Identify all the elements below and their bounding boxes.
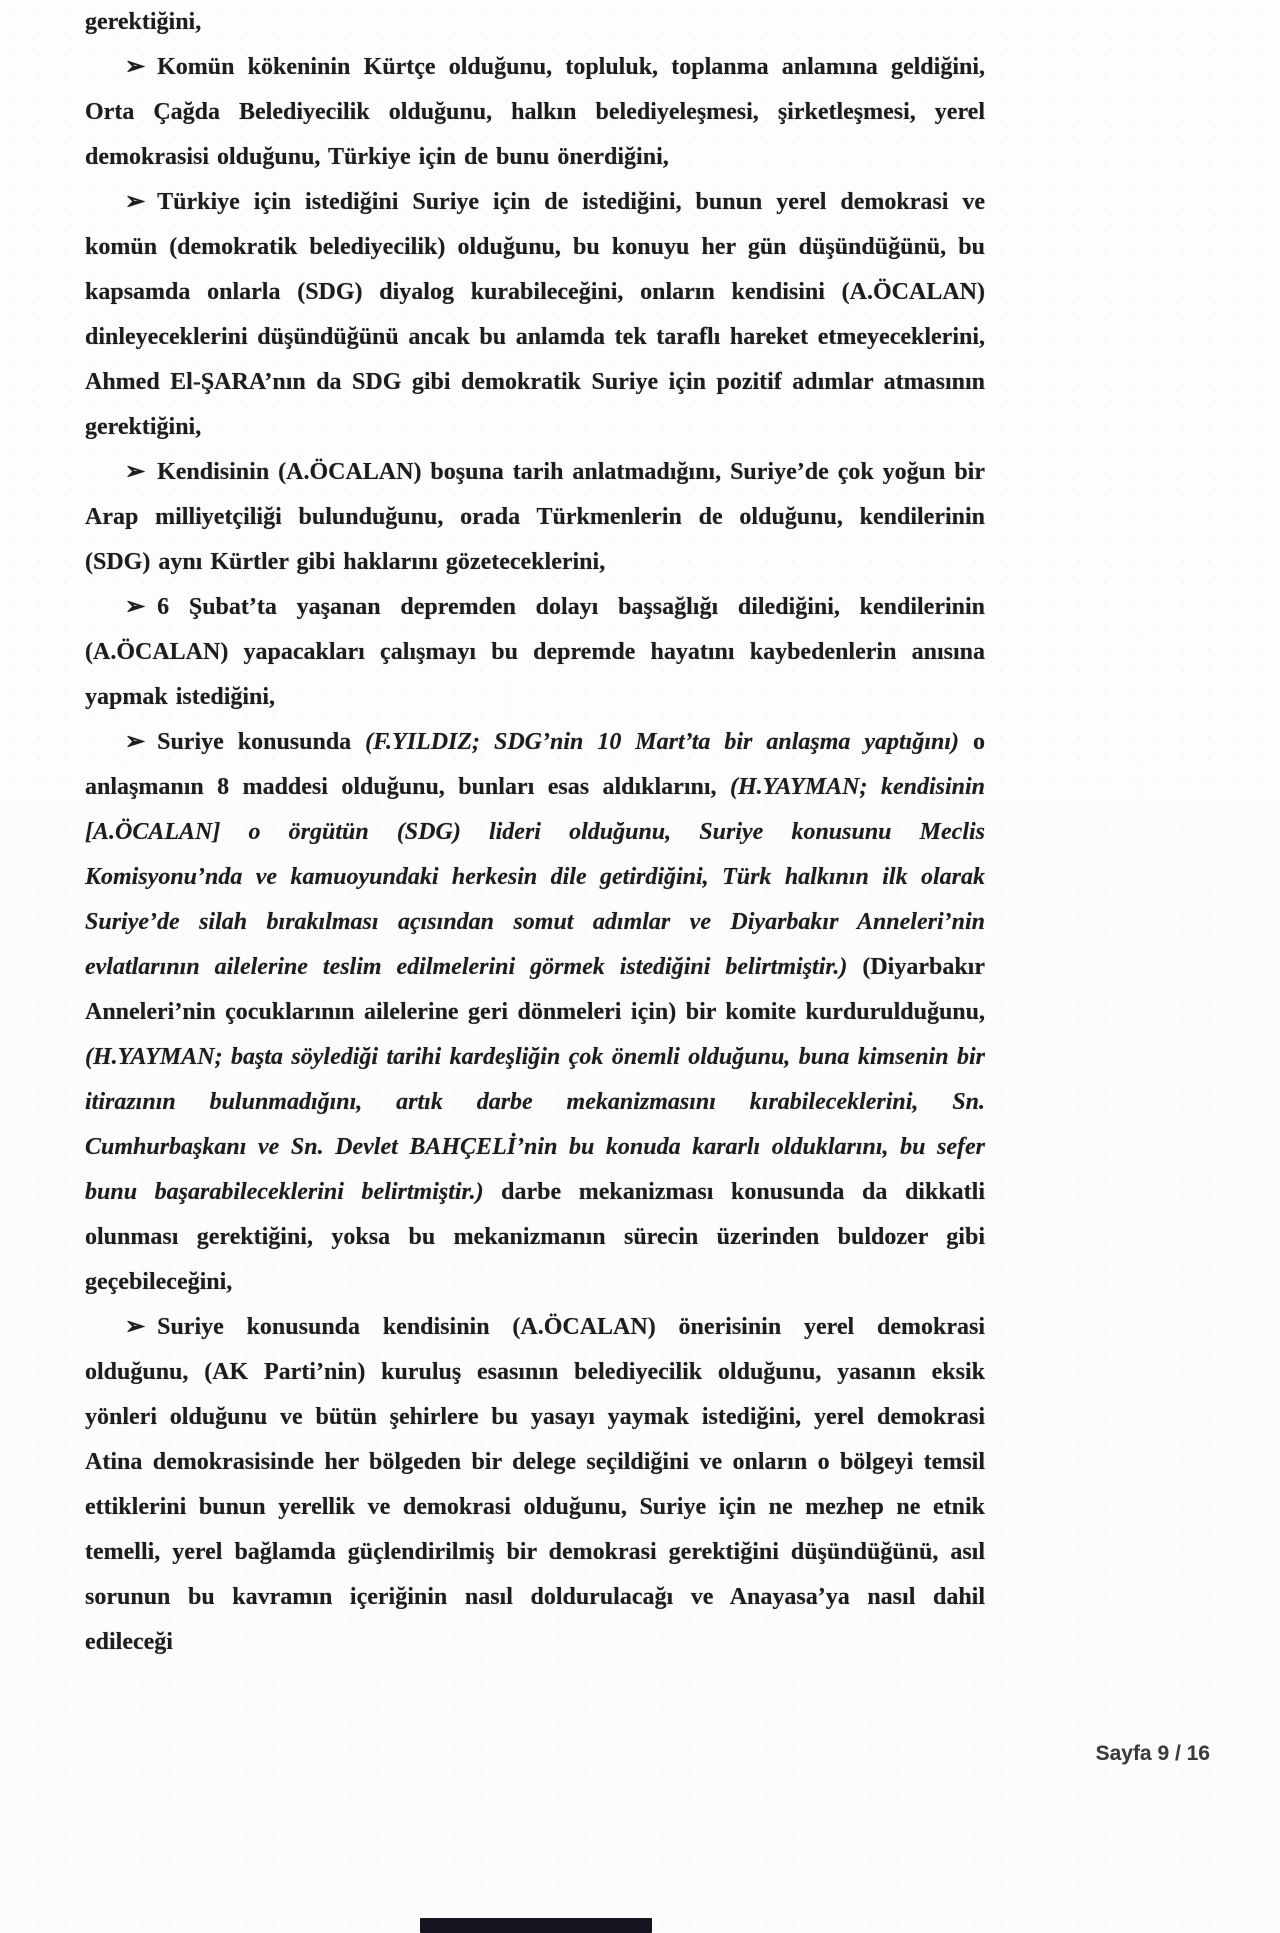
body-text: (Diyarbakır Anneleri’nin çocuklarının ailelerine geri dönmeleri için) bir komite kurdurulduğunu, (85, 954, 985, 1025)
next-page-edge (420, 1918, 652, 1933)
bullet-arrow-icon: ➢ (125, 54, 146, 80)
bullet-arrow-icon: ➢ (125, 459, 146, 485)
body-text: o anlaşmanın 8 maddesi olduğunu, bunları esas aldıklarını, (85, 729, 985, 800)
document-body (85, 0, 985, 1665)
paragraph (85, 585, 985, 720)
paragraph (85, 720, 985, 1305)
bullet-arrow-icon: ➢ (125, 1314, 146, 1340)
bullet-arrow-icon: ➢ (125, 594, 146, 620)
body-text: gerektiğini, (85, 9, 202, 35)
bullet-arrow-icon: ➢ (125, 189, 146, 215)
body-text: Kendisinin (A.ÖCALAN) boşuna tarih anlatmadığını, Suriye’de çok yoğun bir Arap milliyetçiliği bulunduğunu, orada Türkmenlerin de olduğunu, kendilerinin (SDG) aynı Kürtler gibi haklarını gözeteceklerini, (85, 459, 985, 575)
parenthetical-italic-text: (H.YAYMAN; başta söylediği tarihi kardeşliğin çok önemli olduğunu, buna kimsenin bir itirazının bulunmadığını, artık darbe mekanizmasını kırabileceklerini, Sn. Cumhurbaşkanı ve Sn. Devlet BAHÇELİ’nin bu konuda kararlı olduklarını, bu sefer bunu başarabileceklerini belirtmiştir.) (85, 1044, 985, 1205)
parenthetical-italic-text: (F.YILDIZ; SDG’nin 10 Mart’ta bir anlaşma yaptığını) (365, 729, 960, 755)
body-text: darbe mekanizması konusunda da dikkatli olunması gerektiğini, yoksa bu mekanizmanın sürecin üzerinden buldozer gibi geçebileceğini, (85, 1179, 985, 1295)
paragraph (85, 1305, 985, 1665)
body-text: Komün kökeninin Kürtçe olduğunu, topluluk, toplanma anlamına geldiğini, Orta Çağda Belediyecilik olduğunu, halkın belediyeleşmesi, şirketleşmesi, yerel demokrasisi olduğunu, Türkiye için de bunu önerdiğini, (85, 54, 985, 170)
parenthetical-italic-text: (H.YAYMAN; kendisinin [A.ÖCALAN] o örgütün (SDG) lideri olduğunu, Suriye konusunu Meclis Komisyonu’nda ve kamuoyundaki herkesin dile getirdiğini, Türk halkının ilk olarak Suriye’de silah bırakılması açısından somut adımlar ve Diyarbakır Anneleri’nin evlatlarının ailelerine teslim edilmelerini görmek istediğini belirtmiştir.) (85, 774, 985, 980)
body-text: 6 Şubat’ta yaşanan depremden dolayı başsağlığı dilediğini, kendilerinin (A.ÖCALAN) yapacakları çalışmayı bu depremde hayatını kaybedenlerin anısına yapmak istediğini, (85, 594, 985, 710)
body-text: Türkiye için istediğini Suriye için de istediğini, bunun yerel demokrasi ve komün (demokratik belediyecilik) olduğunu, bu konuyu her gün düşündüğünü, bu kapsamda onlarla (SDG) diyalog kurabileceğini, onların kendisini (A.ÖCALAN) dinleyeceklerini düşündüğünü ancak bu anlamda tek taraflı hareket etmeyeceklerini, Ahmed El-ŞARA’nın da SDG gibi demokratik Suriye için pozitif adımlar atmasının gerektiğini, (85, 189, 985, 440)
page-number: Sayfa 9 / 16 (1095, 1742, 1210, 1765)
bullet-arrow-icon: ➢ (125, 729, 146, 755)
body-text: Suriye konusunda kendisinin (A.ÖCALAN) önerisinin yerel demokrasi olduğunu, (AK Parti’nin) kuruluş esasının belediyecilik olduğunu, yasanın eksik yönleri olduğunu ve bütün şehirlere bu yasayı yaymak istediğini, yerel demokrasi Atina demokrasisinde her bölgeden bir delege seçildiğini ve onların o bölgeyi temsil ettiklerini bunun yerellik ve demokrasi olduğunu, Suriye için ne mezhep ne etnik temelli, yerel bağlamda güçlendirilmiş bir demokrasi gerektiğini düşündüğünü, asıl sorunun bu kavramın içeriğinin nasıl doldurulacağı ve Anayasa’ya nasıl dahil edileceği (85, 1314, 985, 1655)
paragraph (85, 45, 985, 180)
paragraph (85, 0, 985, 45)
paragraph (85, 450, 985, 585)
body-text: Suriye konusunda (157, 729, 366, 755)
paragraph (85, 180, 985, 450)
